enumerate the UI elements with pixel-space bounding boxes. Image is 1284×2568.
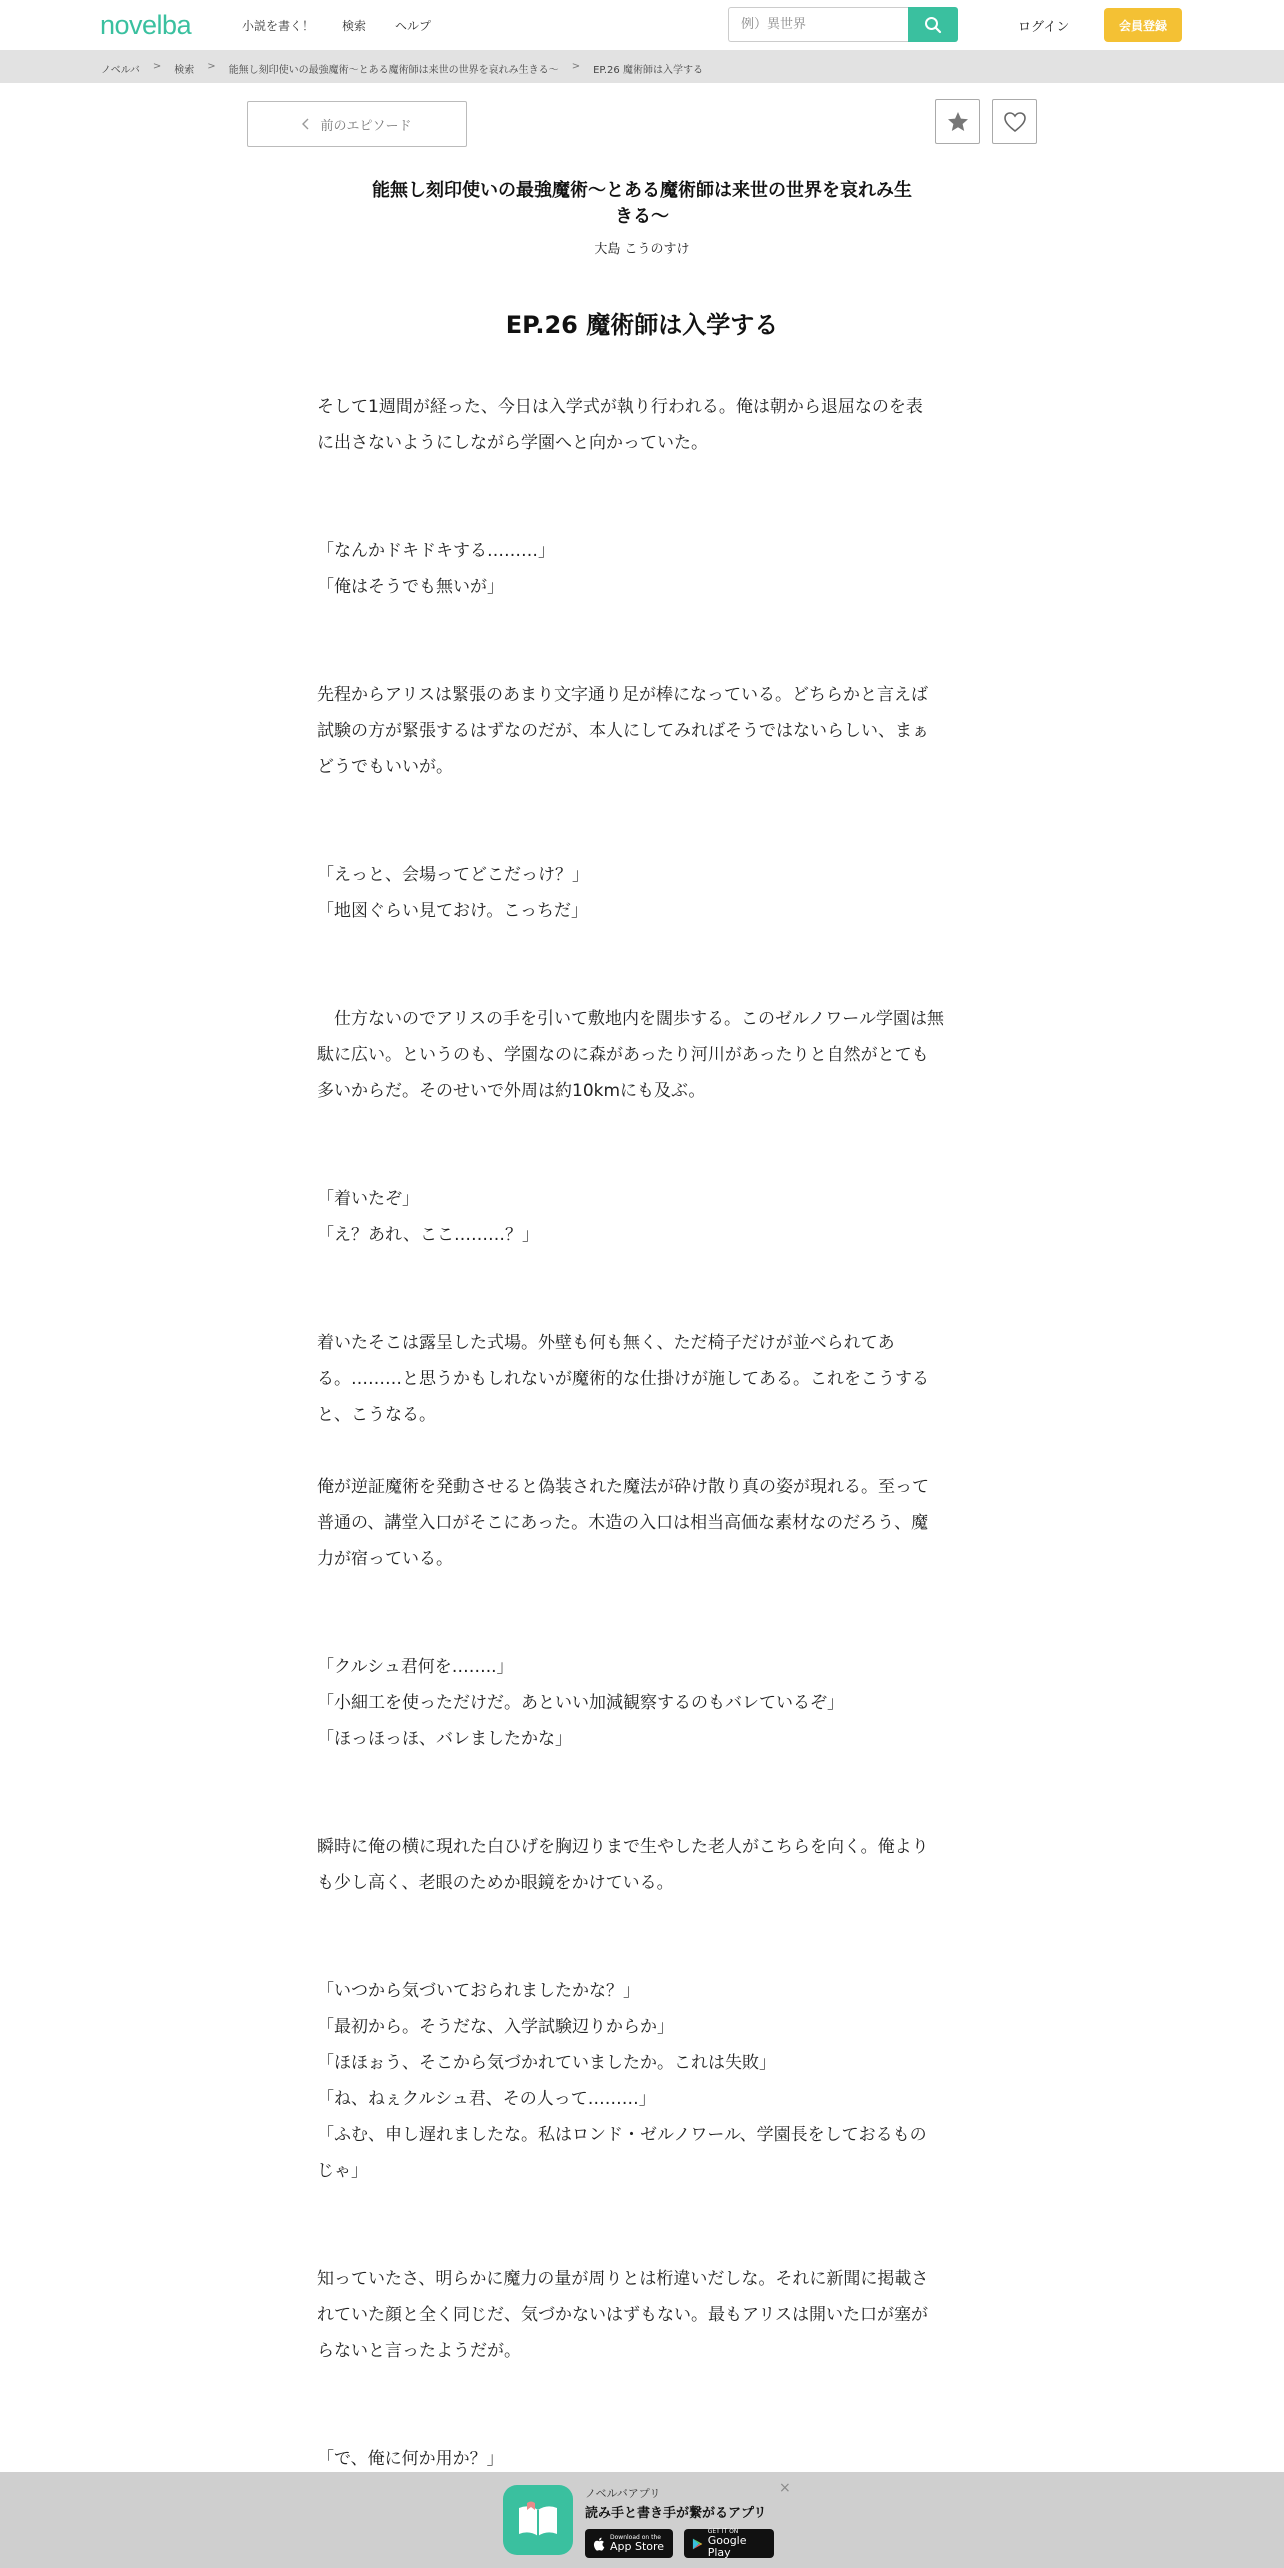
novelba-logo[interactable]: novelba — [100, 10, 192, 40]
apple-icon — [593, 2537, 605, 2551]
novel-title[interactable] — [360, 178, 924, 230]
google-play-icon — [692, 2537, 703, 2551]
search-icon — [924, 16, 942, 34]
google-play-small-text: GET IT ON — [707, 2528, 739, 2535]
text-line: 「地図ぐらい見ておけ。こっちだ」 — [317, 901, 588, 921]
banner-title: 読み手と書き手が繋がるアプリ — [585, 2506, 767, 2521]
like-heart-button[interactable] — [992, 99, 1037, 144]
star-icon — [946, 110, 970, 134]
text-line: 試験の方が緊張するはずなのだが、本人にしてみればそうではないらしい、まぁ — [317, 721, 929, 741]
text-line: そして1週間が経った、今日は入学式が執り行われる。俺は朝から退屈なのを表 — [317, 397, 923, 417]
episode-body — [317, 389, 967, 2477]
previous-episode-label: 前のエピソード — [320, 118, 412, 134]
paragraph — [317, 1001, 967, 1109]
text-line: 「ふむ、申し遅れましたな。私はロンド・ゼルノワール、学園長をしておるもの — [317, 2125, 927, 2145]
text-line: 「最初から。そうだな、入学試験辺りからか」 — [317, 2017, 674, 2037]
text-line: じゃ」 — [317, 2161, 368, 2181]
text-line: 仕方ないのでアリスの手を引いて敷地内を闊歩する。このゼルノワール学園は無 — [317, 1009, 944, 1029]
site-header — [0, 0, 1284, 50]
paragraph — [317, 1973, 967, 2189]
paragraph — [317, 1325, 967, 1433]
nav-write-novel[interactable]: 小説を書く！ — [242, 19, 315, 33]
breadcrumb-separator: > — [207, 61, 216, 72]
text-line: らないと言ったようだが。 — [317, 2341, 521, 2361]
text-line: れていた顔と全く同じだ、気づかないはずもない。最もアリスは開いた口が塞が — [317, 2305, 928, 2325]
text-line: 「着いたぞ」 — [317, 1189, 419, 1209]
register-button[interactable]: 会員登録 — [1104, 8, 1182, 42]
text-line: どうでもいいが。 — [317, 757, 453, 777]
text-line: 「ね、ねぇクルシュ君、その人って………」 — [317, 2089, 656, 2109]
breadcrumb — [101, 61, 703, 76]
paragraph — [317, 1829, 967, 1901]
search-button[interactable] — [908, 7, 958, 42]
text-line: 知っていたさ、明らかに魔力の量が周りとは桁違いだしな。それに新聞に掲載さ — [317, 2269, 929, 2289]
app-store-badge[interactable] — [585, 2529, 673, 2558]
text-line: 駄に広い。というのも、学園なのに森があったり河川があったりと自然がとても — [317, 1045, 929, 1065]
text-line: に出さないようにしながら学園へと向かっていた。 — [317, 433, 708, 453]
previous-episode-button[interactable] — [247, 101, 467, 147]
banner-subtitle: ノベルバアプリ — [585, 2487, 661, 2500]
paragraph — [317, 389, 967, 461]
novel-title-line: きる〜 — [615, 206, 669, 227]
text-line: 「ほほぉう、そこから気づかれていましたか。これは失敗」 — [317, 2053, 776, 2073]
breadcrumb-novel[interactable]: 能無し刻印使いの最強魔術〜とある魔術師は来世の世界を哀れみ生きる〜 — [228, 65, 559, 76]
paragraph — [317, 533, 967, 605]
episode-title: EP.26 魔術師は入学する — [505, 311, 779, 339]
app-promo-banner — [0, 2472, 1284, 2568]
nav-help[interactable]: ヘルプ — [395, 19, 432, 33]
text-line: 先程からアリスは緊張のあまり文字通り足が棒になっている。どちらかと言えば — [317, 685, 928, 705]
text-line: 「で、俺に何か用か？」 — [317, 2449, 504, 2469]
heart-icon — [1003, 111, 1027, 133]
breadcrumb-home[interactable]: ノベルバ — [101, 65, 140, 76]
text-line: 「ほっほっほ、バレましたかな」 — [317, 1729, 572, 1749]
text-line: 「小細工を使っただけだ。あといい加減観察するのもバレているぞ」 — [317, 1693, 844, 1713]
chevron-left-icon — [302, 118, 310, 130]
google-play-badge[interactable] — [684, 2529, 774, 2558]
novel-title-line: 能無し刻印使いの最強魔術〜とある魔術師は来世の世界を哀れみ生 — [372, 180, 912, 201]
text-line: 俺が逆証魔術を発動させると偽装された魔法が砕け散り真の姿が現れる。至って — [317, 1477, 929, 1497]
favorite-star-button[interactable] — [935, 99, 980, 144]
breadcrumb-bar — [0, 50, 1284, 83]
paragraph — [317, 1469, 967, 1577]
nav-search[interactable]: 検索 — [342, 19, 367, 33]
paragraph — [317, 677, 967, 785]
text-line: 多いからだ。そのせいで外周は約10kmにも及ぶ。 — [317, 1081, 706, 1101]
open-book-icon — [515, 2500, 561, 2540]
breadcrumb-separator: > — [152, 61, 162, 72]
paragraph — [317, 2261, 967, 2369]
text-line: 普通の、講堂入口がそこにあった。木造の入口は相当高価な素材なのだろう、魔 — [317, 1513, 929, 1533]
text-line: る。………と思うかもしれないが魔術的な仕掛けが施してある。これをこうする — [317, 1369, 929, 1389]
close-icon[interactable]: × — [779, 2480, 791, 2496]
text-line: 「え？あれ、ここ………？」 — [317, 1225, 540, 1245]
text-line: と、こうなる。 — [317, 1405, 436, 1425]
app-icon[interactable] — [503, 2485, 573, 2555]
author-name[interactable]: 大島 こうのすけ — [594, 242, 690, 257]
text-line: 力が宿っている。 — [317, 1549, 453, 1569]
breadcrumb-search[interactable]: 検索 — [174, 65, 195, 76]
paragraph — [317, 1181, 967, 1253]
app-store-small-text: Download on the — [610, 2534, 661, 2541]
breadcrumb-separator: > — [571, 61, 581, 72]
text-line: 瞬時に俺の横に現れた白ひげを胸辺りまで生やした老人がこちらを向く。俺より — [317, 1837, 929, 1857]
text-line: 着いたそこは露呈した式場。外壁も何も無く、ただ椅子だけが並べられてあ — [317, 1333, 895, 1353]
text-line: 「いつから気づいておられましたかな？」 — [317, 1981, 640, 2001]
paragraph — [317, 1649, 967, 1757]
text-line: 「えっと、会場ってどこだっけ？」 — [317, 865, 589, 885]
google-play-text: Google Play — [707, 2534, 747, 2559]
breadcrumb-episode: EP.26 魔術師は入学する — [593, 65, 703, 76]
login-link[interactable]: ログイン — [1018, 20, 1070, 35]
text-line: 「俺はそうでも無いが」 — [317, 577, 504, 597]
search-input[interactable] — [728, 7, 908, 42]
paragraph — [317, 857, 967, 929]
text-line: も少し高く、老眼のためか眼鏡をかけている。 — [317, 1873, 674, 1893]
app-store-text: App Store — [610, 2540, 665, 2553]
text-line: 「なんかドキドキする………」 — [317, 541, 555, 561]
text-line: 「クルシュ君何を……..」 — [317, 1657, 514, 1677]
